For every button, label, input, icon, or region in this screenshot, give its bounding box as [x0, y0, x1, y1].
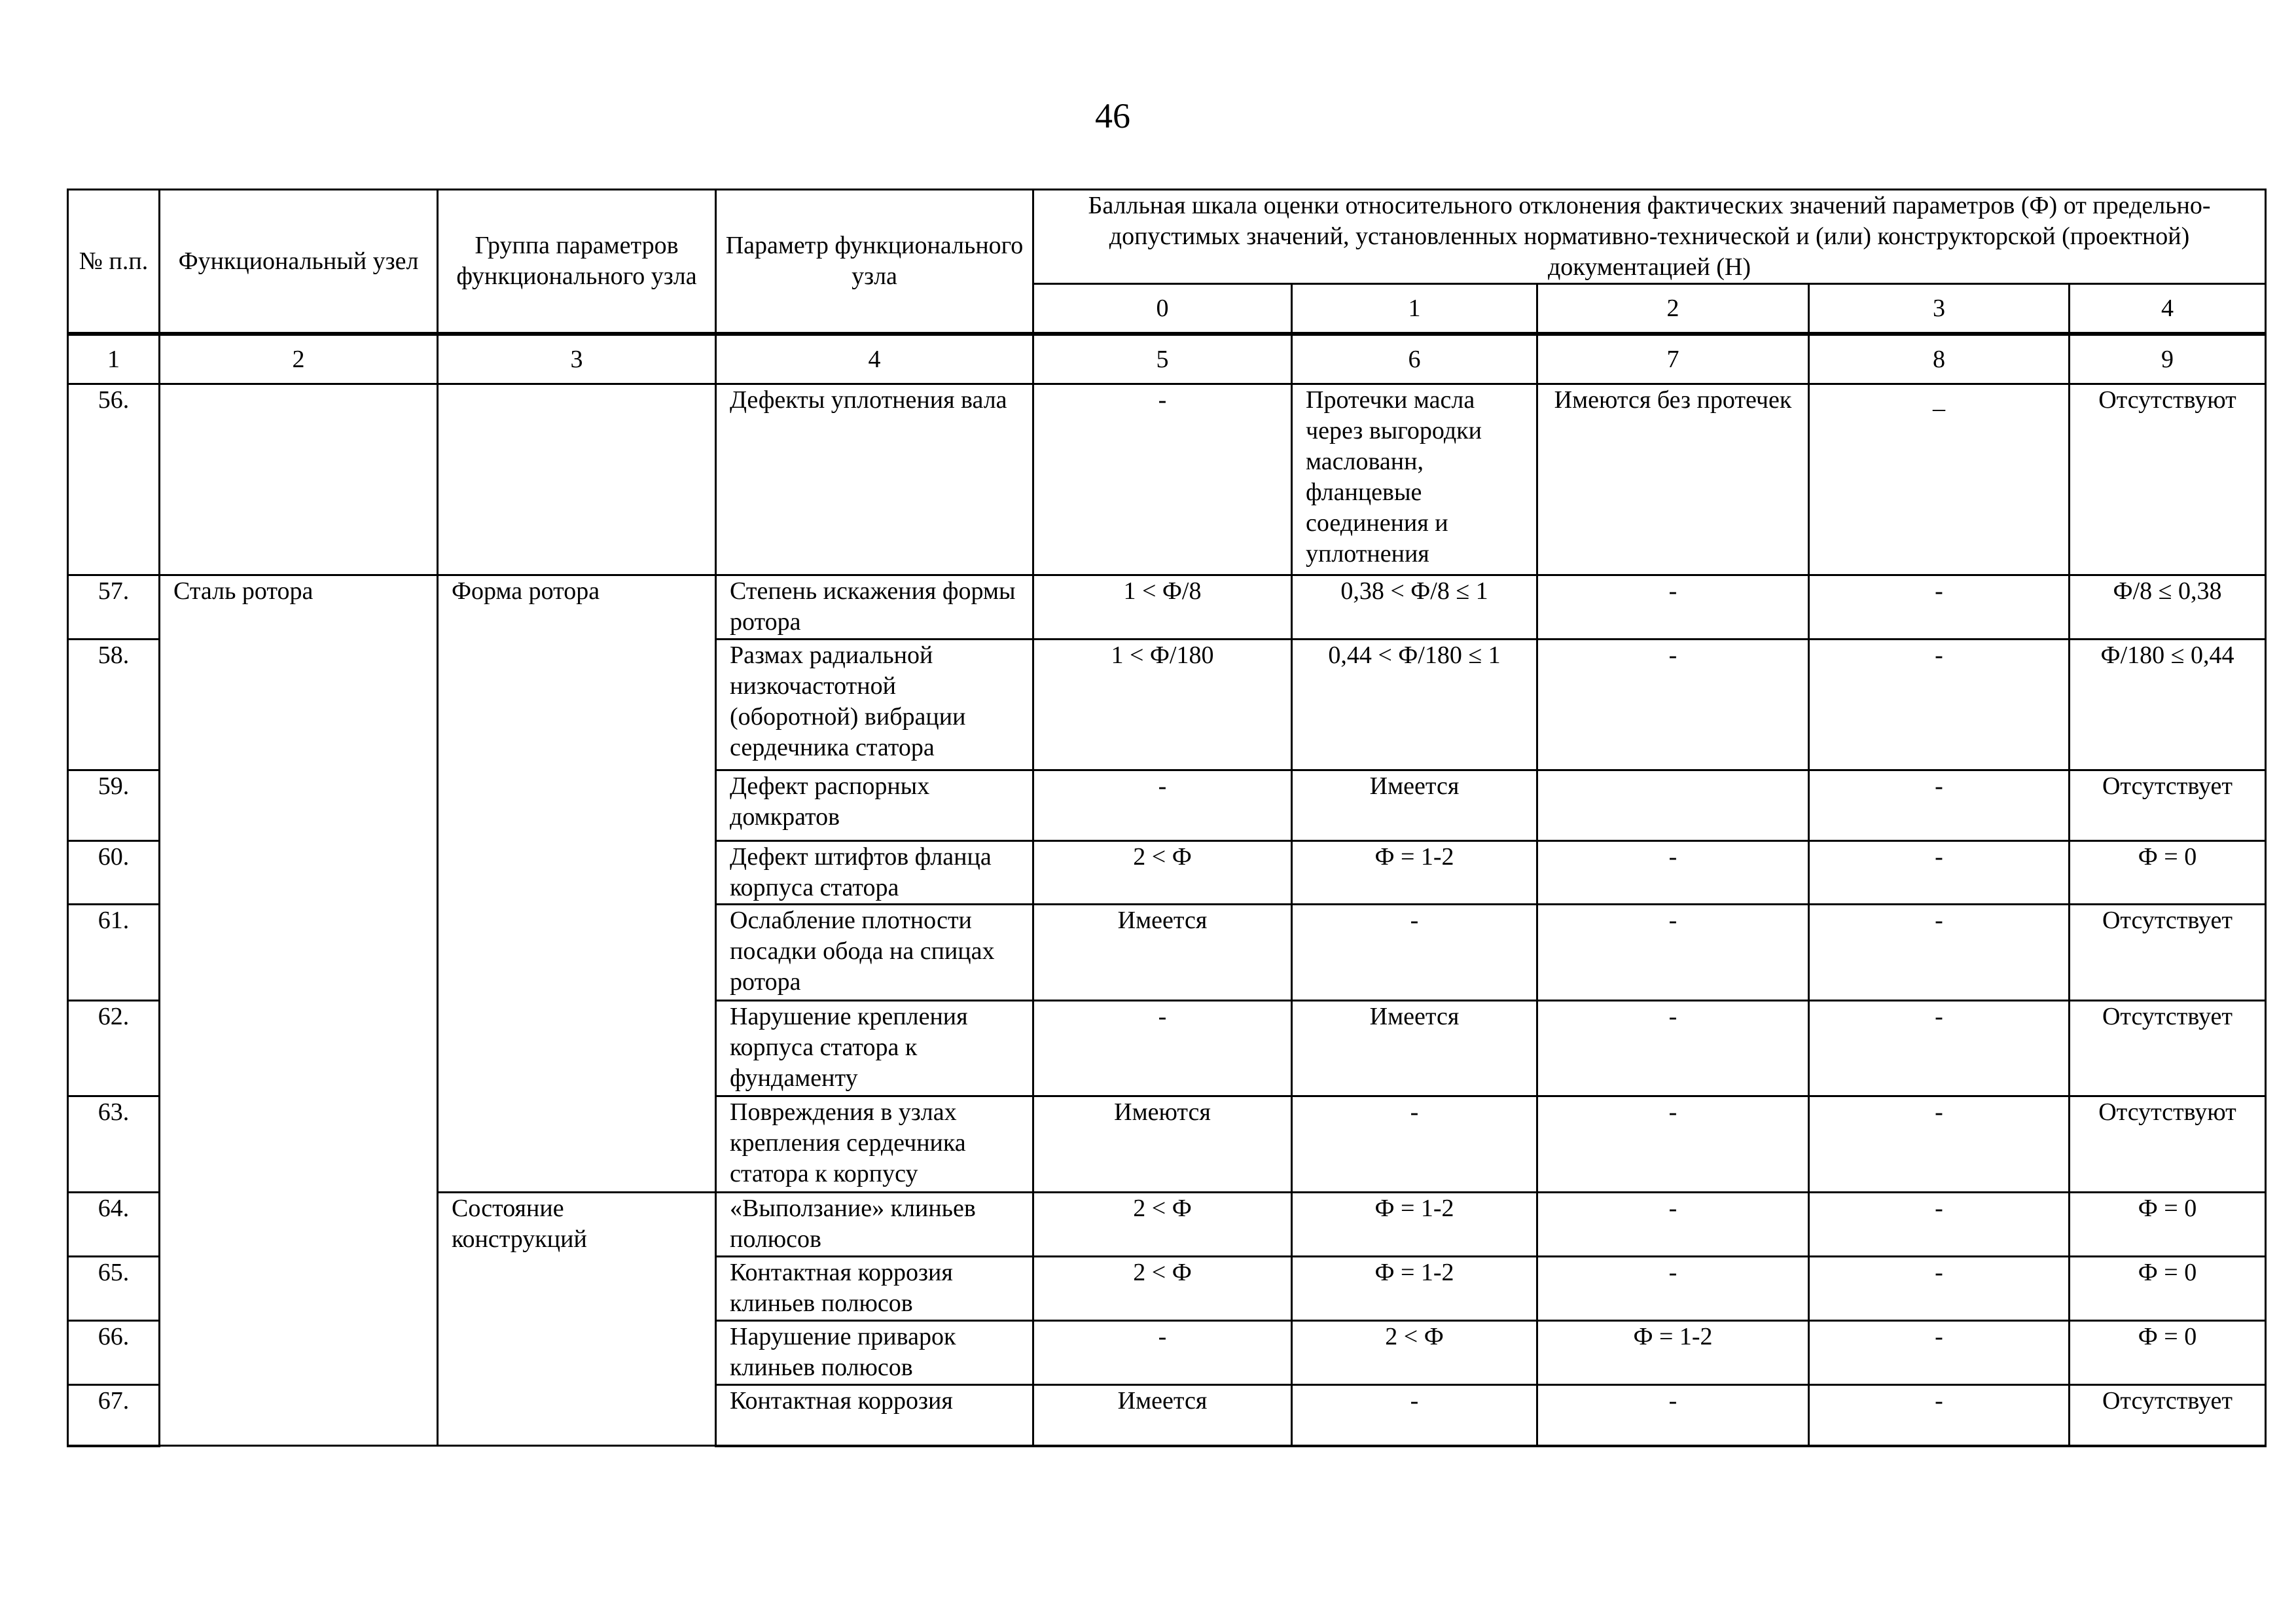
score-1-cell: Ф = 1-2 [1292, 841, 1537, 905]
score-3-cell: - [1809, 1001, 2070, 1096]
row-number: 57. [68, 575, 160, 640]
row-number: 66. [68, 1321, 160, 1385]
header-score-3: 3 [1809, 284, 2070, 334]
score-0-cell: - [1033, 384, 1292, 575]
column-number-7: 7 [1537, 334, 1809, 384]
header-parameter-group: Группа параметров функционального узла [438, 190, 716, 334]
score-2-cell: - [1537, 1385, 1809, 1446]
column-number-5: 5 [1033, 334, 1292, 384]
parameter-cell: «Выползание» клиньев полюсов [716, 1193, 1033, 1257]
score-4-cell: Отсутствуют [2070, 384, 2266, 575]
score-2-cell: Имеются без протечек [1537, 384, 1809, 575]
functional-node-cell [160, 384, 438, 575]
row-number: 58. [68, 640, 160, 770]
score-0-cell: - [1033, 770, 1292, 841]
parameter-group-cell [438, 384, 716, 575]
score-3-cell: - [1809, 1385, 2070, 1446]
row-number: 61. [68, 905, 160, 1001]
parameter-group-form: Форма ротора [438, 575, 716, 1193]
score-2-cell: - [1537, 1096, 1809, 1193]
header-parameter: Параметр функционального узла [716, 190, 1033, 334]
score-4-cell: Ф = 0 [2070, 1321, 2266, 1385]
row-number: 60. [68, 841, 160, 905]
header-score-4: 4 [2070, 284, 2266, 334]
score-0-cell: Имеется [1033, 905, 1292, 1001]
score-3-cell: - [1809, 841, 2070, 905]
header-num: № п.п. [68, 190, 160, 334]
score-3-cell: - [1809, 640, 2070, 770]
functional-node-steel: Сталь ротора [160, 575, 438, 1446]
score-3-cell: - [1809, 575, 2070, 640]
score-0-cell: - [1033, 1321, 1292, 1385]
score-1-cell: 0,38 < Ф/8 ≤ 1 [1292, 575, 1537, 640]
score-2-cell: - [1537, 640, 1809, 770]
score-3-cell: - [1809, 1321, 2070, 1385]
parameter-cell: Контактная коррозия [716, 1385, 1033, 1446]
parameter-group-state: Состояние конструкций [438, 1193, 716, 1446]
score-2-cell: - [1537, 905, 1809, 1001]
score-2-cell: - [1537, 1001, 1809, 1096]
score-3-cell: - [1809, 1257, 2070, 1321]
score-4-cell: Ф/8 ≤ 0,38 [2070, 575, 2266, 640]
score-1-cell: Имеется [1292, 770, 1537, 841]
score-2-cell: - [1537, 841, 1809, 905]
row-number: 67. [68, 1385, 160, 1446]
score-2-cell: - [1537, 1257, 1809, 1321]
score-1-cell: Ф = 1-2 [1292, 1257, 1537, 1321]
score-4-cell: Отсутствует [2070, 770, 2266, 841]
header-functional-node: Функциональный узел [160, 190, 438, 334]
score-1-cell: - [1292, 905, 1537, 1001]
parameter-cell: Нарушение крепления корпуса статора к фундаменту [716, 1001, 1033, 1096]
row-number: 65. [68, 1257, 160, 1321]
column-number-1: 1 [68, 334, 160, 384]
row-number: 56. [68, 384, 160, 575]
header-score-scale: Балльная шкала оценки относительного отклонения фактических значений параметров (Ф) от предельно-допустимых значений, установленных нормативно-технической и (или) конструкторской (проектной) документацией (Н) [1033, 190, 2266, 284]
score-1-cell: 2 < Ф [1292, 1321, 1537, 1385]
header-score-0: 0 [1033, 284, 1292, 334]
column-number-6: 6 [1292, 334, 1537, 384]
score-2-cell [1537, 770, 1809, 841]
score-3-cell: _ [1809, 384, 2070, 575]
score-4-cell: Ф = 0 [2070, 1257, 2266, 1321]
score-0-cell: Имеются [1033, 1096, 1292, 1193]
score-4-cell: Ф/180 ≤ 0,44 [2070, 640, 2266, 770]
score-1-cell: Имеется [1292, 1001, 1537, 1096]
table-row [68, 384, 2266, 575]
column-number-3: 3 [438, 334, 716, 384]
score-1-cell: Протечки масла через выгородки маслованн, фланцевые соединения и уплотнения [1292, 384, 1537, 575]
score-0-cell: 2 < Ф [1033, 841, 1292, 905]
row-number: 64. [68, 1193, 160, 1257]
parameter-cell: Ослабление плотности посадки обода на спицах ротора [716, 905, 1033, 1001]
column-number-9: 9 [2070, 334, 2266, 384]
header-score-1: 1 [1292, 284, 1537, 334]
score-4-cell: Ф = 0 [2070, 841, 2266, 905]
parameter-cell: Нарушение приварок клиньев полюсов [716, 1321, 1033, 1385]
score-3-cell: - [1809, 770, 2070, 841]
score-1-cell: - [1292, 1096, 1537, 1193]
score-0-cell: - [1033, 1001, 1292, 1096]
score-3-cell: - [1809, 1096, 2070, 1193]
score-3-cell: - [1809, 905, 2070, 1001]
score-2-cell: - [1537, 575, 1809, 640]
parameter-cell: Контактная коррозия клиньев полюсов [716, 1257, 1033, 1321]
row-number: 63. [68, 1096, 160, 1193]
score-3-cell: - [1809, 1193, 2070, 1257]
score-0-cell: 1 < Ф/180 [1033, 640, 1292, 770]
score-4-cell: Отсутствуют [2070, 1096, 2266, 1193]
score-4-cell: Отсутствует [2070, 905, 2266, 1001]
parameters-table [67, 189, 2267, 1447]
score-0-cell: 2 < Ф [1033, 1193, 1292, 1257]
parameter-cell: Повреждения в узлах крепления сердечника статора к корпусу [716, 1096, 1033, 1193]
score-0-cell: Имеется [1033, 1385, 1292, 1446]
parameter-cell: Степень искажения формы ротора [716, 575, 1033, 640]
score-2-cell: Ф = 1-2 [1537, 1321, 1809, 1385]
header-score-2: 2 [1537, 284, 1809, 334]
parameter-cell: Дефекты уплотнения вала [716, 384, 1033, 575]
column-number-8: 8 [1809, 334, 2070, 384]
score-4-cell: Ф = 0 [2070, 1193, 2266, 1257]
table-row [68, 575, 2266, 640]
row-number: 62. [68, 1001, 160, 1096]
score-0-cell: 2 < Ф [1033, 1257, 1292, 1321]
score-1-cell: 0,44 < Ф/180 ≤ 1 [1292, 640, 1537, 770]
score-1-cell: Ф = 1-2 [1292, 1193, 1537, 1257]
column-number-4: 4 [716, 334, 1033, 384]
parameter-cell: Размах радиальной низкочастотной (оборотной) вибрации сердечника статора [716, 640, 1033, 770]
row-number: 59. [68, 770, 160, 841]
score-0-cell: 1 < Ф/8 [1033, 575, 1292, 640]
score-1-cell: - [1292, 1385, 1537, 1446]
score-4-cell: Отсутствует [2070, 1001, 2266, 1096]
score-4-cell: Отсутствует [2070, 1385, 2266, 1446]
parameter-cell: Дефект штифтов фланца корпуса статора [716, 841, 1033, 905]
column-number-2: 2 [160, 334, 438, 384]
parameter-cell: Дефект распорных домкратов [716, 770, 1033, 841]
page-number: 46 [1095, 96, 1130, 135]
score-2-cell: - [1537, 1193, 1809, 1257]
